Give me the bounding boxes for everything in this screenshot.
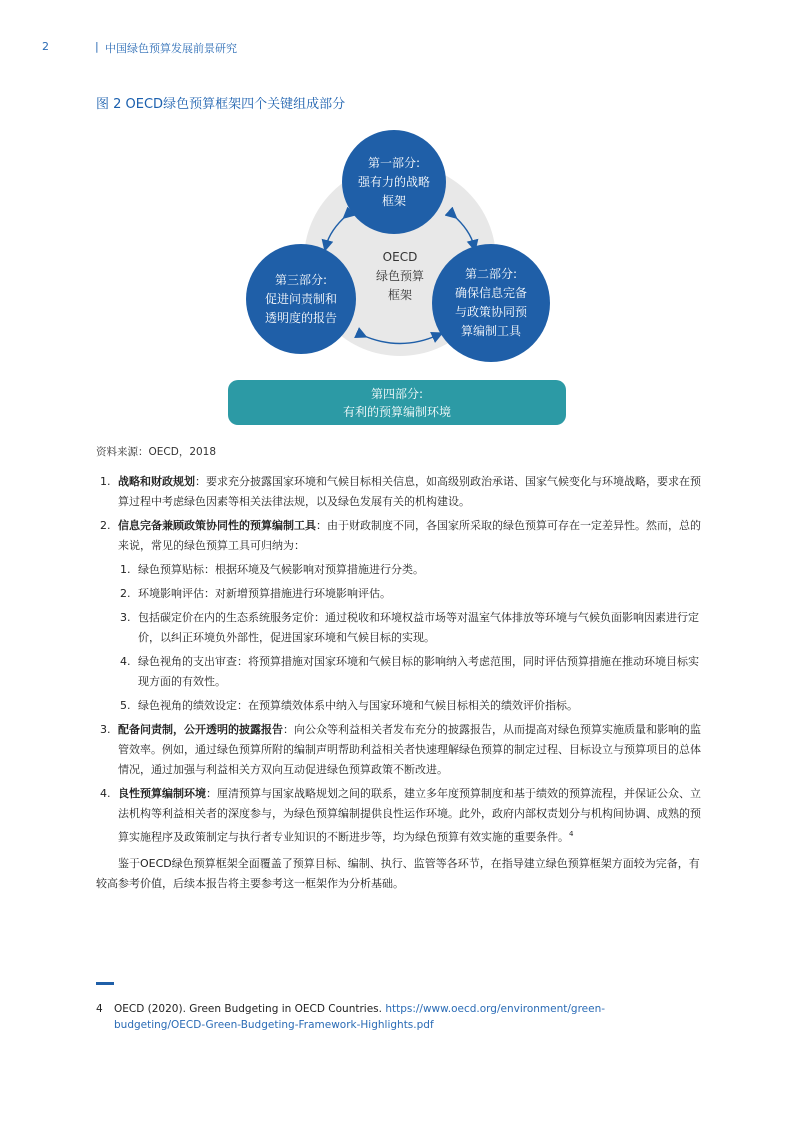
footnote-rule [96,982,114,985]
item-heading: 信息完备兼顾政策协同性的预算编制工具 [118,519,316,532]
part1-heading: 第一部分: [367,155,421,170]
sub-item-number: 1. [120,563,131,576]
sub-item-text: 绿色视角的绩效设定：在预算绩效体系中纳入与国家环境和气候目标相关的绩效评价指标。 [138,699,578,712]
footnote-text: OECD (2020). Green Budgeting in OECD Countries. [114,1003,386,1015]
footnote [96,1001,696,1033]
center-line2: 绿色预算 [375,269,424,283]
page-header [40,40,753,58]
list-item [96,472,704,512]
center-label [368,248,432,305]
sub-item-number: 4. [120,655,131,668]
item-heading: 良性预算编制环境 [118,787,206,800]
item-heading: 战略和财政规划 [118,475,195,488]
footnote-reference[interactable]: 4 [569,830,574,838]
item-number: 1. [100,475,111,488]
footnote-link[interactable]: https://www.oecd.org/environment/green-budgeting/OECD-Green-Budgeting-Framework-Highlights.pdf [114,1003,606,1031]
sub-item-number: 3. [120,611,131,624]
sub-item-text: 绿色视角的支出审查：将预算措施对国家环境和气候目标的影响纳入考虑范围，同时评估预算措施在推动环境目标实现方面的有效性。 [138,655,699,688]
part2-line1: 确保信息完备 [454,286,527,300]
part4-heading: 第四部分: [370,386,424,401]
sub-list-item [96,696,704,716]
part3-circle [246,244,356,354]
item-number: 2. [100,519,111,532]
sub-item-number: 5. [120,699,131,712]
page-number: 2 [42,40,49,53]
part3-line2: 透明度的报告 [264,310,337,325]
figure-title: 图 2 OECD绿色预算框架四个关键组成部分 [96,97,346,112]
item-number: 3. [100,723,111,736]
sub-list-item [96,608,704,648]
source-note: 资料来源：OECD，2018 [96,446,217,458]
footnote-number: 4 [96,1003,103,1015]
part1-line2: 框架 [381,193,406,208]
part1-line1: 强有力的战略 [357,174,430,189]
sub-list-item [96,652,704,692]
part2-circle [432,244,550,362]
list-item [96,720,704,780]
item-text: ：厘清预算与国家战略规划之间的联系，建立多年度预算制度和基于绩效的预算流程，并保证公众、立法机构等利益相关者的深度参与，为绿色预算编制提供良性运作环境。此外，政府内部权责划分与机构间协调、成熟的预算实施程序及政策制定与执行者专业知识的不断进步等，均为绿色预算有效实施的重要条件。 [118,787,701,844]
center-line1: OECD [382,250,418,264]
running-title: 中国绿色预算发展前景研究 [105,42,237,55]
part3-line1: 促进问责制和 [264,291,337,306]
item-text: ：由于财政制度不同，各国家所采取的绿色预算可存在一定差异性。然而，总的来说，常见的绿色预算工具可归纳为： [118,519,701,552]
list-item [96,516,704,556]
part2-line2: 与政策协同预 [454,305,527,319]
sub-list-item [96,584,704,604]
part1-circle [342,130,446,234]
sub-item-number: 2. [120,587,131,600]
part2-heading: 第二部分: [464,267,518,281]
sub-item-text: 绿色预算贴标：根据环境及气候影响对预算措施进行分类。 [138,563,424,576]
header-separator: | [95,40,99,53]
body-text [96,472,704,894]
item-text: ：向公众等利益相关者发布充分的披露报告，从而提高对绿色预算实施质量和影响的监管效率。例如，通过绿色预算所附的编制声明帮助利益相关者快速理解绿色预算的制定过程、目标设立与预算项目的总体情况，通过加强与利益相关方双向互动促进绿色预算政策不断改进。 [118,723,701,776]
item-number: 4. [100,787,111,800]
sub-item-text: 环境影响评估：对新增预算措施进行环境影响评估。 [138,587,391,600]
part4-label: 有利的预算编制环境 [342,404,451,419]
item-text: ：要求充分披露国家环境和气候目标相关信息，如高级别政治承诺、国家气候变化与环境战略，要求在预算过程中考虑绿色因素等相关法律法规，以及绿色发展有关的机构建设。 [118,475,701,508]
item-heading: 配备问责制，公开透明的披露报告 [118,723,283,736]
sub-list-item [96,560,704,580]
closing-paragraph: 鉴于OECD绿色预算框架全面覆盖了预算目标、编制、执行、监管等各环节，在指导建立绿色预算框架方面较为完备，有较高参考价值，后续本报告将主要参考这一框架作为分析基础。 [96,856,700,890]
part2-line3: 算编制工具 [460,324,521,338]
center-line3: 框架 [387,288,412,302]
part3-heading: 第三部分: [274,272,328,287]
part4-bar [228,380,566,425]
list-item [96,784,704,848]
sub-item-text: 包括碳定价在内的生态系统服务定价：通过税收和环境权益市场等对温室气体排放等环境与气候负面影响因素进行定价，以纠正环境负外部性，促进国家环境和气候目标的实现。 [138,611,699,644]
